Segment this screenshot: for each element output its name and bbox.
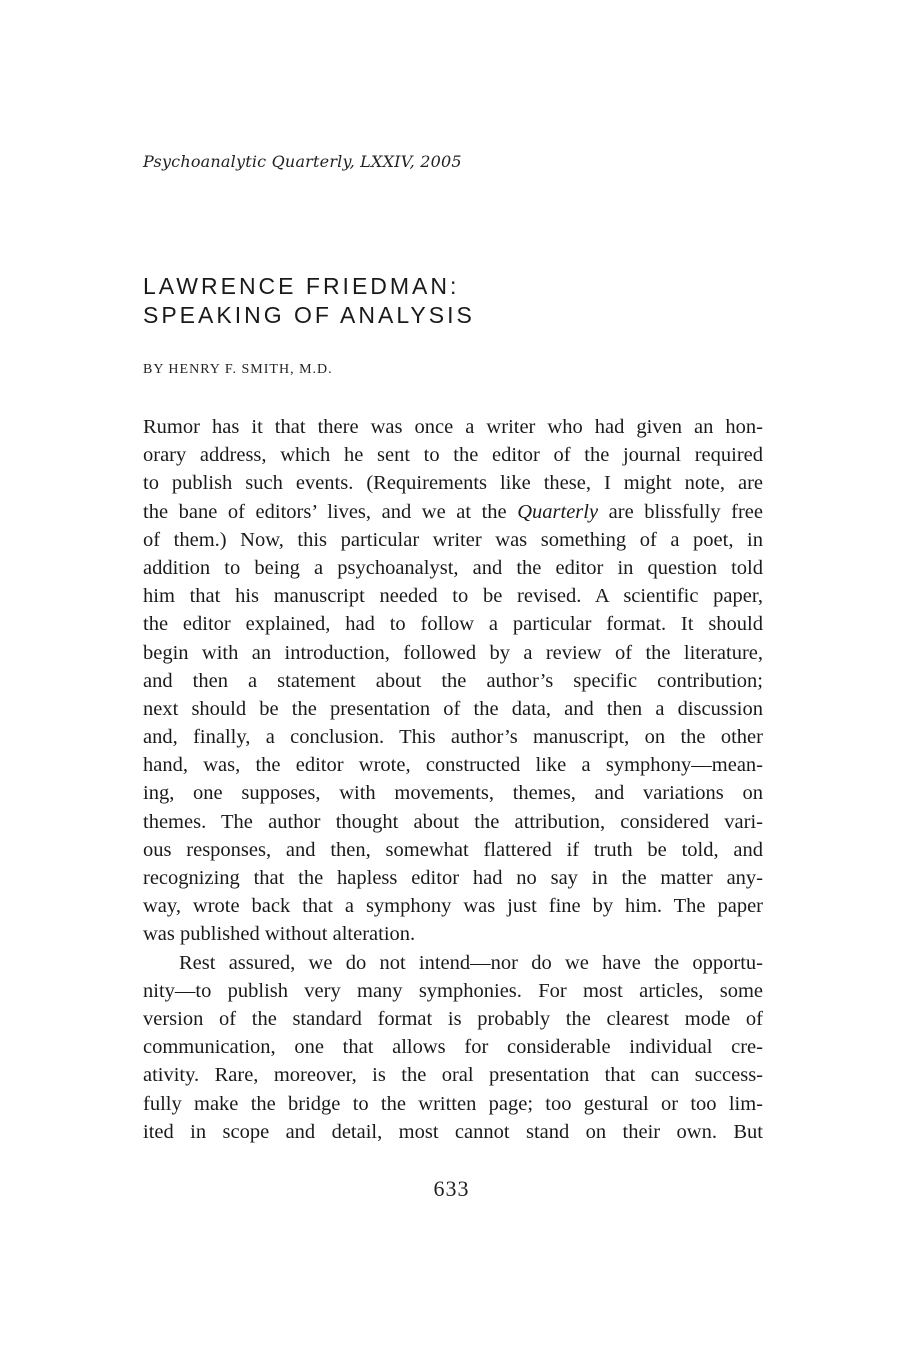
text-line: fully make the bridge to the written page; too gestural or too lim- [143,1092,763,1115]
text-line: and, finally, a conclusion. This author’s manuscript, on the other [143,726,763,749]
text-line: ativity. Rare, moreover, is the oral presentation that can success- [143,1064,763,1087]
text-line: him that his manuscript needed to be revised. A scientific paper, [143,585,763,608]
author-byline: BY HENRY F. SMITH, M.D. [143,362,333,377]
text-line: Rumor has it that there was once a writer who had given an hon- [143,416,763,438]
running-head: Psychoanalytic Quarterly, LXXIV, 2005 [143,152,462,171]
text-line: way, wrote back that a symphony was just fine by him. The paper [143,895,763,918]
text-line: Rest assured, we do not intend—nor do we have the opportu- [179,951,763,974]
text-line: communication, one that allows for considerable individual cre- [143,1036,763,1059]
article-title-line-2: SPEAKING OF ANALYSIS [143,302,475,328]
text-line: hand, was, the editor wrote, constructed like a symphony—mean- [143,754,763,777]
page-number: 633 [433,1176,470,1201]
text-line: themes. The author thought about the attribution, considered vari- [143,810,763,833]
text-line: nity—to publish very many symphonies. For most articles, some [143,979,763,1002]
article-title [143,272,475,330]
text-line: was published without alteration. [143,923,416,946]
text-line: orary address, which he sent to the editor of the journal required [143,444,763,467]
article-body [143,413,763,1146]
text-line: of them.) Now, this particular writer was something of a poet, in [143,528,763,551]
text-line: begin with an introduction, followed by a review of the literature, [143,641,763,664]
text-line: ous responses, and then, somewhat flattered if truth be told, and [143,838,763,861]
text-line: the editor explained, had to follow a particular format. It should [143,613,763,636]
text-line: recognizing that the hapless editor had no say in the matter any- [143,867,763,889]
text-line [143,498,763,526]
text-segment: are blissfully free [598,500,763,523]
text-line: and then a statement about the author’s specific contribution; [143,669,763,692]
text-line: addition to being a psychoanalyst, and the editor in question told [143,556,763,579]
text-line: ited in scope and detail, most cannot stand on their own. But [143,1120,763,1143]
text-line: to publish such events. (Requirements like these, I might note, are [143,472,763,495]
article-title-line-1: LAWRENCE FRIEDMAN: [143,273,460,299]
text-line: ing, one supposes, with movements, themes, and variations on [143,782,763,805]
text-line: version of the standard format is probably the clearest mode of [143,1007,763,1030]
text-line: next should be the presentation of the data, and then a discussion [143,697,763,720]
text-segment: the bane of editors’ lives, and we at the [143,500,518,523]
journal-name-italic: Quarterly [517,500,599,523]
paragraph-1 [143,413,763,949]
paragraph-2 [143,949,763,1146]
